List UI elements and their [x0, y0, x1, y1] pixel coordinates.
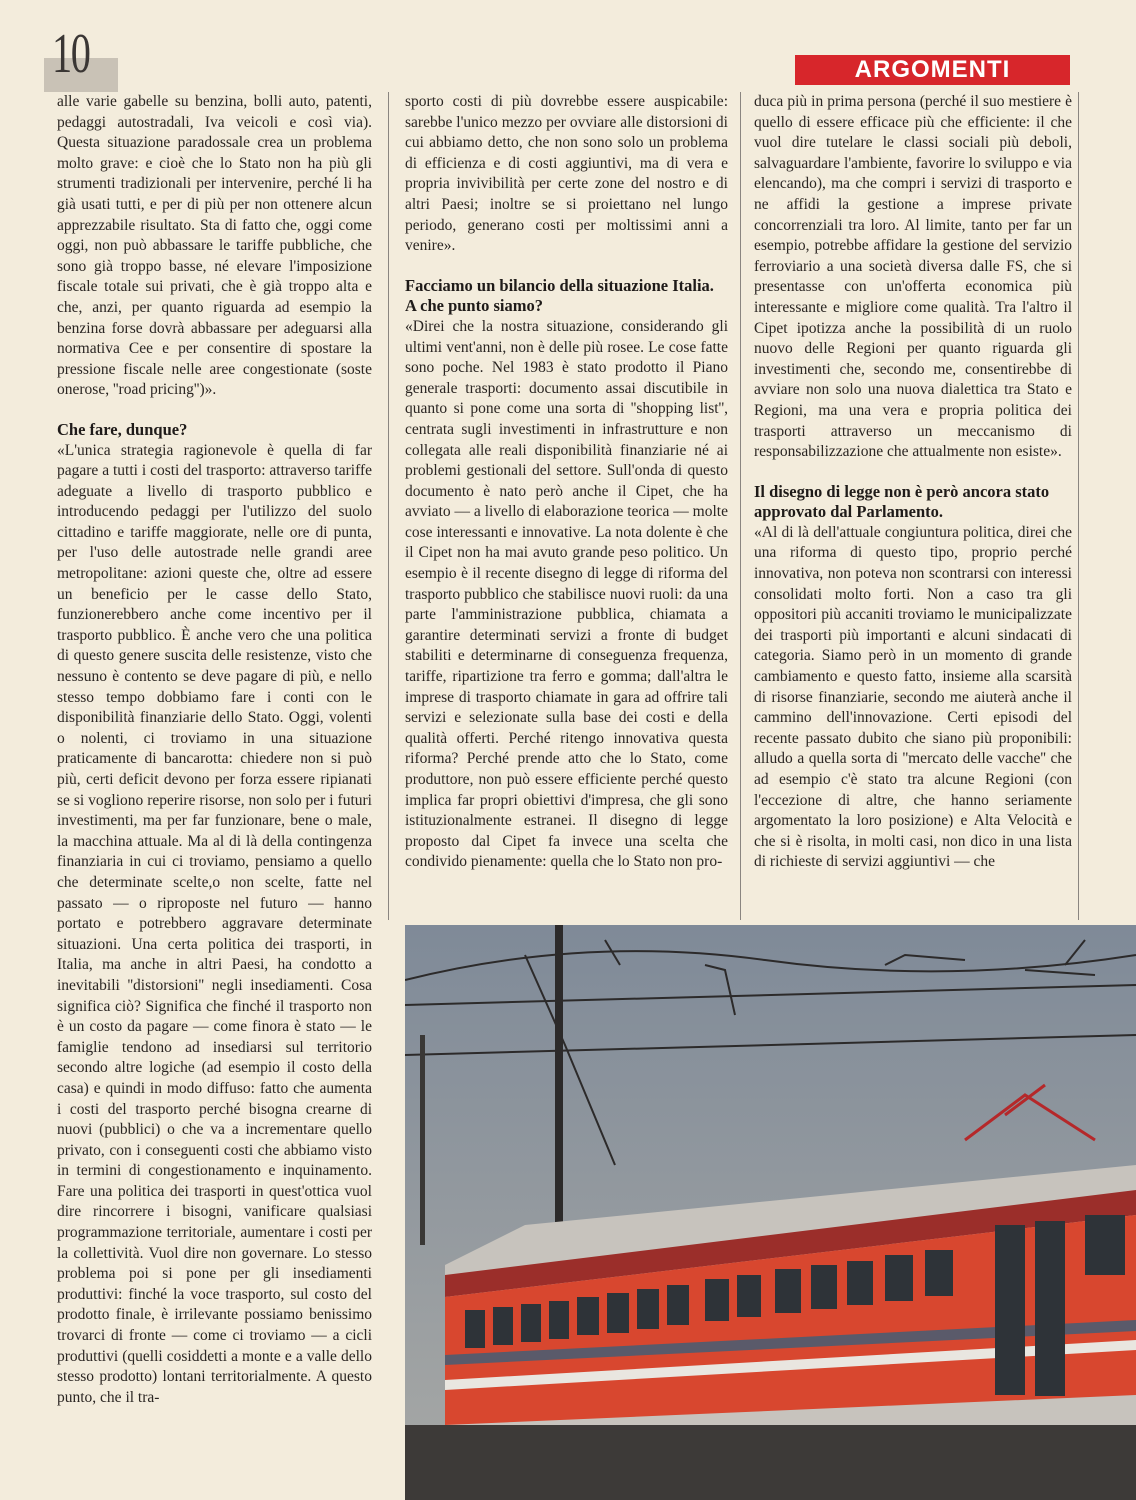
catenary-mast	[555, 925, 563, 1225]
article-column-2	[405, 92, 728, 873]
article-column-3	[754, 92, 1072, 873]
section-banner: ARGOMENTI	[795, 55, 1070, 85]
interview-question: Il disegno di legge non è però ancora stato approvato dal Parlamento.	[754, 481, 1050, 522]
train-photo	[405, 925, 1136, 1500]
interview-question: Che fare, dunque?	[57, 419, 188, 439]
paragraph: «L'unica strategia ragionevole è quella di far pagare a tutti i costi del trasporto: attraverso tariffe adeguate a livello di trasporto pubblico e introducendo pedaggi per l'utilizzo del suolo cittadino e tariffe maggiorate, nelle ore di punta, per l'uso delle autostrade nelle grandi aree metropolitane: azioni queste che, oltre ad essere un beneficio per le casse dello Stato, funzionerebbero anche come incentivo per il trasporto pubblico. È anche vero che una politica di questo genere suscita delle resistenze, visto che nessuno è contento se deve pagare di più, e nello stesso tempo dobbiamo fare i conti con le disponibilità finanziarie dello Stato. Oggi, volenti o nolenti, ci troviamo in una situazione praticamente di bancarotta: chiedere non si può più, certi deficit devono per forza essere ripianati se si vogliono reperire risorse, non solo per i futuri investimenti, ma per far funzionare, bene o male, la macchina attuale. Ma al di là della contingenza finanziaria in cui ci troviamo, pensiamo a quello che determinate scelte,o non scelte, fatte nel passato — o riproposte nel futuro — hanno portato e potrebbero aggravare determinate situazioni. Una certa politica dei trasporti, in Italia, ma anche in altri Paesi, ha condotto a inevitabili ''distorsioni'' negli insediamenti. Cosa significa ciò? Significa che finché il trasporto non è un costo da pagare — come finora è stato — le famiglie tendono ad insediarsi sul territorio secondo altre logiche (ad esempio il costo della casa) e quindi in modo diffuso: fatto che aumenta i costi del trasporto perché bisogna crearne di nuovi (pubblici) o che va a incrementare quello privato, con i conseguenti costi che abbiamo visto in termini di congestionamento e inquinamento. Fare una politica dei trasporti in quest'ottica vuol dire rincorrere i bisogni, vanificare qualsiasi programmazione territoriale, aumentare i costi per la collettività. Vuol dire non governare. Lo stesso problema poi si pone per gli insediamenti produttivi: finché la voce trasporto, sul costo del prodotto finale, è irrilevante possiamo benissimo trovarci di fronte — come ci troviamo — a cicli produttivi (quelli cosiddetti a monte e a valle dello stesso prodotto) lontani territorialmente. A questo punto, che il tra-	[57, 441, 372, 1406]
column-rule	[740, 92, 741, 920]
paragraph: duca più in prima persona (perché il suo mestiere è quello di essere efficace più che efficiente: il che vuol dire tutelare le classi sociali più deboli, salvaguardare l'ambiente, favorire lo sviluppo e via elencando), ma che compri i servizi di trasporto e ne affidi la gestione a imprese private concorrenziali tra loro. Al limite, tanto per far un esempio, potrebbe affidare la gestione del servizio ferroviario a una società diversa dalle FS, che si presentasse con un'offerta economica più interessante e migliore come qualità. Tra l'altro il Cipet ipotizza anche la possibilità di un ruolo nuovo delle Regioni per quanto riguarda gli investimenti che, secondo me, consentirebbe di avviare non solo una nuova dialettica tra Stato e Regioni, ma una vera e propria politica dei trasporti attraverso un meccanismo di responsabilizzazione che attualmente non esiste».	[754, 93, 1072, 461]
column-rule	[1078, 92, 1079, 920]
article-column-1	[57, 92, 372, 1408]
paragraph: «Direi che la nostra situazione, considerando gli ultimi vent'anni, non è delle più rosee. Le cose fatte sono poche. Nel 1983 è stato prodotto il Piano generale trasporti: documento assai discutibile in quanto si pone come una sorta di ''shopping list'', centrata sugli investimenti in infrastrutture e non collegata alle reali disponibilità finanziarie né ai problemi gestionali del settore. Sull'onda di questo documento è nato però anche il Cipet, che ha avviato — a livello di elaborazione teorica — molte cose interessanti e innovative. La nota dolente è che il Cipet non ha mai avuto grande peso politico. Un esempio è il recente disegno di legge di riforma del trasporto pubblico che stabilisce nuovi ruoli: da una parte l'amministrazione pubblica, chiamata a garantire determinati servizi a fronte di budget stabiliti e determinarne di conseguenza frequenza, tariffe, ripartizione tra ferro e gomma; dall'altra le imprese di trasporto chiamate in gara ad offrire tali servizi e selezionate sulla base dei costi e della qualità offerti. Perché ritengo innovativa questa riforma? Perché prende atto che lo Stato, come produttore, non può essere efficiente perché questo implica far propri obiettivi d'impresa, che gli sono istituzionalmente estranei. Il disegno di legge proposto dal Cipet fa invece una scelta che condivido pienamente: quella che lo Stato non pro-	[405, 317, 728, 871]
paragraph: sporto costi di più dovrebbe essere auspicabile: sarebbe l'unico mezzo per ovviare alle distorsioni di cui abbiamo detto, che non sono solo un problema di efficienza e di costi aggiuntivi, ma di vera e propria invivibilità per certe zone del nostro e di altri Paesi; inoltre se si proiettano nel lungo periodo, generano costi per moltissimi anni a venire».	[405, 93, 728, 255]
paragraph: alle varie gabelle su benzina, bolli auto, patenti, pedaggi autostradali, Iva veicoli e così via). Questa situazione paradossale crea un problema molto grave: e cioè che lo Stato non ha più gli strumenti tradizionali per intervenire, perché li ha già usati tutti, e per di più per non ottenere alcun apprezzabile risultato. Sta di fatto che, oggi come oggi, non può abbassare le tariffe pubbliche, che sono già troppo basse, né elevare l'imposizione fiscale totale sui privati, che è già troppo alta e che, anzi, per quanto riguarda ad esempio la benzina forse dovrà abbassare per adeguarsi alla normativa Cee e per consentire di spostare la pressione fiscale nelle aree congestionate (soste onerose, ''road pricing'')».	[57, 93, 372, 399]
paragraph: «Al di là dell'attuale congiuntura politica, direi che una riforma di questo tipo, proprio perché innovativa, non poteva non scontrarsi con interessi consolidati molto forti. Non a caso tra gli oppositori più accaniti troviamo le municipalizzate dei trasporti più importanti e alcuni sindacati di categoria. Siamo però in un momento di grande cambiamento e questo fatto, insieme alla scarsità di risorse finanziarie, secondo me aiuterà anche il cammino dell'innovazione. Certi episodi del recente passato dubito che siano più proponibili: alludo a quella sorta di ''mercato delle vacche'' che ad esempio c'è stato tra alcune Regioni (con l'eccezione di altre, che hanno seriamente argomentato la loro posizione) e Alta Velocità e che si è risolta, in molti casi, non dico in una lista di richieste di servizi aggiuntivi — che	[754, 523, 1072, 871]
column-rule	[388, 92, 389, 920]
interview-question: Facciamo un bilancio della situazione Italia. A che punto siamo?	[405, 275, 714, 316]
page-number: 10	[52, 23, 90, 85]
